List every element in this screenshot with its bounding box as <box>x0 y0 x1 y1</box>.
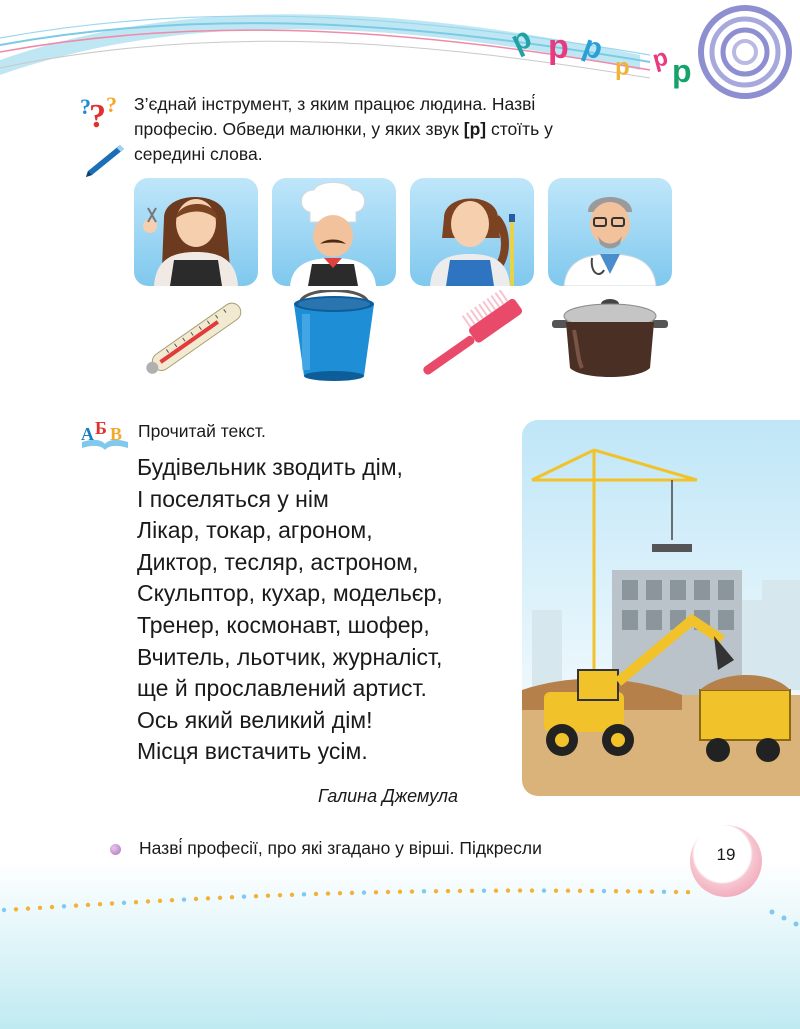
question-mark-icon-yellow: ? <box>106 92 117 117</box>
decor-dot <box>182 897 186 901</box>
decor-dot <box>14 907 18 911</box>
decor-dot <box>290 893 294 897</box>
construction-site-illustration <box>522 420 800 796</box>
poem-line: Лікар, токар, агроном, <box>137 517 373 544</box>
decor-dot <box>674 890 678 894</box>
decor-dot <box>374 890 378 894</box>
decor-dot <box>50 905 54 909</box>
tool-thermometer[interactable] <box>134 290 258 382</box>
card-hairdresser[interactable] <box>134 178 258 286</box>
decor-dot <box>146 899 150 903</box>
abv-book-icon <box>80 418 130 450</box>
spiral-icon <box>701 8 789 96</box>
card-cleaner[interactable] <box>410 178 534 286</box>
header-letter-5: р <box>649 43 671 74</box>
decor-dot <box>2 908 6 912</box>
decor-dot <box>446 889 450 893</box>
poem-author: Галина Джемула <box>318 786 459 806</box>
decor-dot <box>122 901 126 905</box>
poem-line: І поселяться у нім <box>137 485 329 512</box>
decor-dot <box>74 903 78 907</box>
decor-dot <box>398 890 402 894</box>
decor-dot <box>638 889 642 893</box>
header-letter-3: р <box>578 29 608 67</box>
decor-dot <box>278 893 282 897</box>
poem <box>137 452 527 768</box>
tool-comb[interactable] <box>410 290 534 382</box>
poem-line: Вчитель, льотчик, журналіст, <box>137 643 443 670</box>
decor-dot <box>38 906 42 910</box>
decor-dot <box>170 898 174 902</box>
decor-dot <box>554 888 558 892</box>
abv-letter-a: А <box>81 424 94 444</box>
header-letter-4: р <box>615 54 630 81</box>
card-cook[interactable] <box>272 178 396 286</box>
decor-dot <box>326 891 330 895</box>
pen-icon <box>80 142 126 180</box>
abv-letter-v: В <box>110 424 123 444</box>
poem-line: Тренер, космонавт, шофер, <box>137 611 430 638</box>
decor-dot <box>206 896 210 900</box>
header-letters <box>506 21 692 89</box>
page-number: 19 <box>716 845 736 864</box>
decor-dot <box>686 890 690 894</box>
decor-dot <box>494 888 498 892</box>
header-letter-2: р <box>548 28 569 66</box>
question-mark-icon-small: ? <box>80 94 91 119</box>
decor-dot <box>26 906 30 910</box>
decor-dot <box>410 889 414 893</box>
decor-dot <box>242 895 246 899</box>
decor-dot <box>254 894 258 898</box>
decor-dot <box>590 889 594 893</box>
decor-dot <box>362 890 366 894</box>
abv-letter-b: Б <box>95 418 107 438</box>
decor-dot <box>458 889 462 893</box>
decor-dot <box>542 888 546 892</box>
decor-dot <box>302 892 306 896</box>
decor-dot <box>158 899 162 903</box>
decor-dot <box>314 892 318 896</box>
tool-bucket[interactable] <box>272 290 396 382</box>
task-1-line-2: професію. Обведи малюнки, у яких звук [р] стоїть у <box>134 119 553 139</box>
decor-dot <box>62 904 66 908</box>
decor-dot <box>614 889 618 893</box>
task-1-instructions <box>134 92 694 167</box>
decor-dot <box>350 891 354 895</box>
decor-dot <box>134 900 138 904</box>
decor-dot <box>482 889 486 893</box>
decor-dot <box>218 896 222 900</box>
task-1-line-3: середині слова. <box>134 144 263 164</box>
decor-dot <box>98 902 102 906</box>
poem-line: Будівельник зводить дім, <box>137 454 403 480</box>
decor-dot <box>86 903 90 907</box>
decor-dot <box>386 890 390 894</box>
header-letter-1: р <box>505 21 537 59</box>
poem-line: Ось який великий дім! <box>137 706 373 733</box>
decor-dot <box>422 889 426 893</box>
decor-dot <box>626 889 630 893</box>
bullet-1-line-1: Назві́ професії, про які згадано у вірші. Підкресли <box>139 838 542 858</box>
task-1-line-1: З’єднай інструмент, з яким працює людина. Назві́ <box>134 94 536 114</box>
poem-line: Диктор, тесляр, астроном, <box>137 548 419 575</box>
dotted-line-decoration <box>0 840 800 940</box>
question-mark-icon-big: ? <box>89 98 106 135</box>
poem-line: Скульптор, кухар, модельєр, <box>137 580 443 607</box>
decor-dot <box>650 889 654 893</box>
decor-dot <box>194 897 198 901</box>
poem-line: ще й прославлений артист. <box>137 675 427 702</box>
decor-dot <box>578 889 582 893</box>
decor-dot <box>338 891 342 895</box>
decor-dot <box>266 894 270 898</box>
card-doctor[interactable] <box>548 178 672 286</box>
decor-dot <box>518 888 522 892</box>
decor-dot <box>566 889 570 893</box>
decor-dot <box>230 895 234 899</box>
decor-dot <box>662 890 666 894</box>
decor-dot <box>434 889 438 893</box>
poem-line: Місця вистачить усім. <box>137 738 368 765</box>
decor-dot <box>470 889 474 893</box>
decor-dot <box>602 889 606 893</box>
sound-r: [р] <box>463 119 487 139</box>
decor-dot <box>110 901 114 905</box>
decor-dot <box>530 888 534 892</box>
tool-pot[interactable] <box>548 290 672 382</box>
decor-dot <box>506 888 510 892</box>
header-letter-6: р <box>672 53 692 89</box>
task-2-label: Прочитай текст. <box>138 421 266 441</box>
